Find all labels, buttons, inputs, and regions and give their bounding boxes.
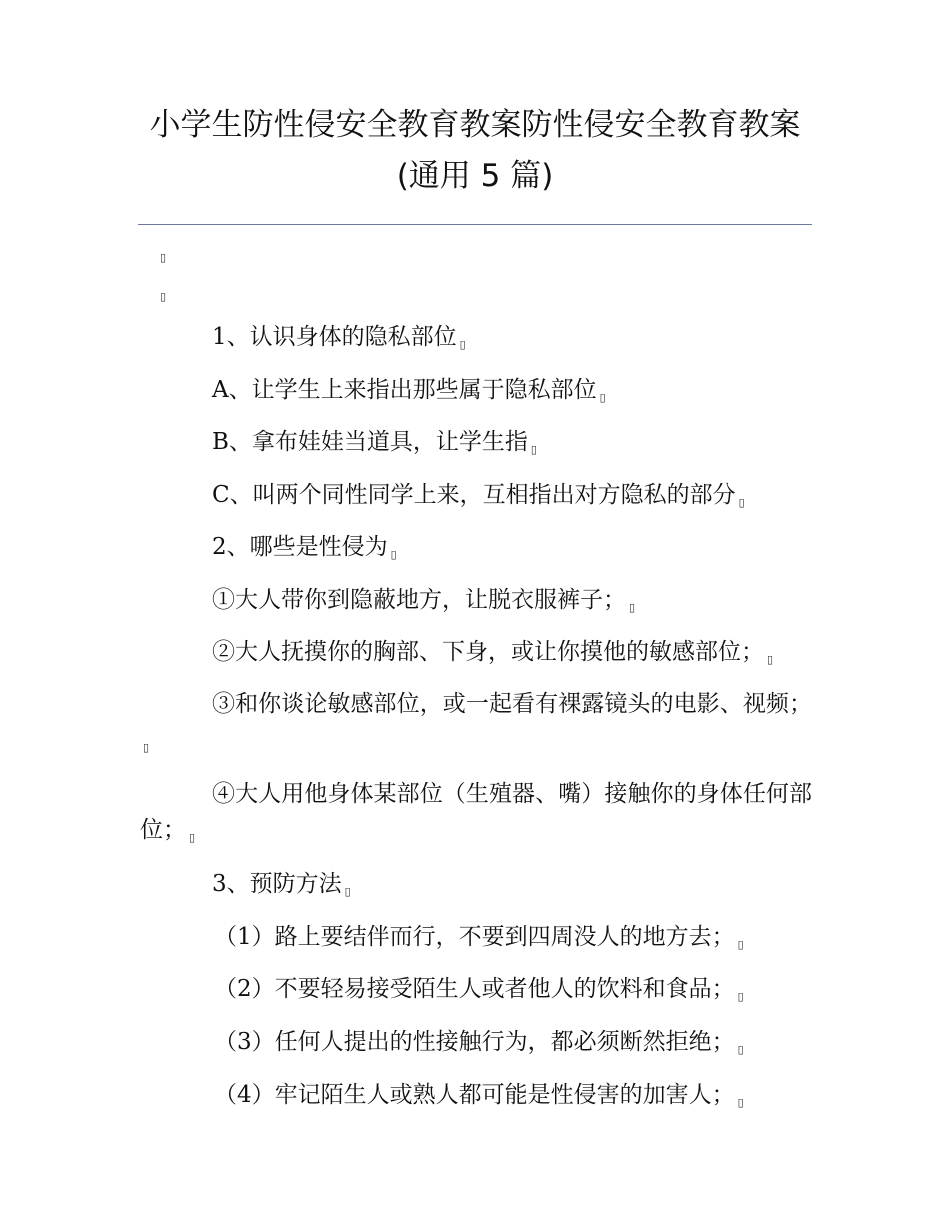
- section-heading: [212, 322, 466, 360]
- paragraph-mark-icon: ▯: [737, 938, 744, 951]
- paragraph-mark-icon: ▯: [530, 443, 537, 456]
- list-item: [214, 1027, 744, 1065]
- line-text: ③和你谈论敏感部位，或一起看有裸露镜头的电影、视频；: [212, 691, 812, 717]
- paragraph-mark-icon: ▯: [459, 338, 466, 351]
- document-title-line-2: (通用 5 篇): [396, 158, 554, 194]
- line-text: C、叫两个同性同学上来，互相指出对方隐私的部分: [212, 482, 736, 508]
- paragraph-mark-icon: ▯: [143, 741, 150, 754]
- list-item: [214, 1080, 744, 1118]
- line-text: （4）牢记陌生人或熟人都可能是性侵害的加害人；: [214, 1082, 735, 1108]
- line-text: ①大人带你到隐蔽地方，让脱衣服裤子；: [212, 587, 626, 613]
- paragraph-mark-icon: ▯: [767, 653, 774, 666]
- line-text: ②大人抚摸你的胸部、下身，或让你摸他的敏感部位；: [212, 639, 764, 665]
- list-item: [214, 974, 744, 1012]
- list-item: [212, 427, 537, 465]
- line-text: ④大人用他身体某部位（生殖器、嘴）接触你的身体任何部位；: [140, 781, 812, 843]
- line-text: A、让学生上来指出那些属于隐私部位: [212, 377, 597, 403]
- line-text: B、拿布娃娃当道具，让学生指: [212, 429, 528, 455]
- list-item: [212, 585, 635, 623]
- paragraph-mark-icon: ▯: [738, 496, 745, 509]
- paragraph-mark-icon: ▯: [160, 290, 167, 303]
- paragraph-mark-icon: ▯: [189, 831, 196, 844]
- paragraph-mark-icon: ▯: [629, 601, 636, 614]
- title-divider: [138, 224, 812, 225]
- line-text: （1）路上要结伴而行，不要到四周没人的地方去；: [214, 924, 735, 950]
- line-text: 2、哪些是性侵为: [212, 534, 388, 560]
- line-text: （3）任何人提出的性接触行为，都必须断然拒绝；: [214, 1029, 735, 1055]
- list-item: [214, 922, 744, 960]
- line-text: 1、认识身体的隐私部位: [212, 324, 457, 350]
- paragraph-mark-icon: ▯: [390, 548, 397, 561]
- section-heading: [212, 532, 397, 570]
- line-text: 3、预防方法: [212, 871, 342, 897]
- paragraph-mark-icon: ▯: [160, 251, 167, 264]
- paragraph-mark-icon: ▯: [737, 1096, 744, 1109]
- line-text: （2）不要轻易接受陌生人或者他人的饮料和食品；: [214, 976, 735, 1002]
- paragraph-mark-icon: ▯: [599, 391, 606, 404]
- document-title-line-1: 小学生防性侵安全教育教案防性侵安全教育教案: [149, 107, 801, 143]
- list-item: [212, 637, 773, 675]
- section-heading: [212, 869, 351, 907]
- list-item: [212, 375, 606, 413]
- paragraph-mark-icon: ▯: [737, 1043, 744, 1056]
- list-item: [140, 686, 812, 766]
- paragraph-mark-icon: ▯: [344, 885, 351, 898]
- paragraph-mark-icon: ▯: [737, 990, 744, 1003]
- list-item: [140, 776, 812, 856]
- list-item: [212, 480, 745, 518]
